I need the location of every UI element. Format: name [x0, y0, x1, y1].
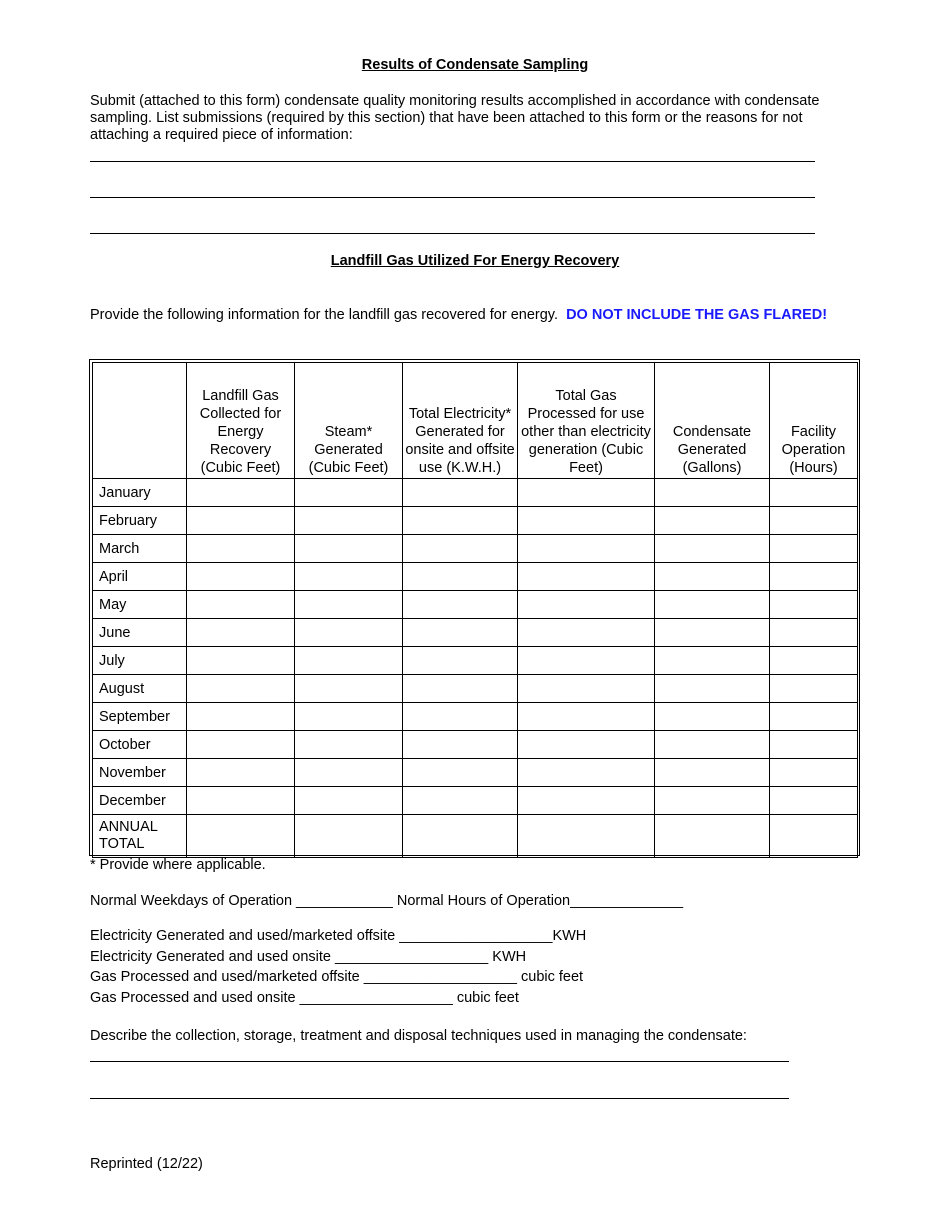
energy-section-title: Landfill Gas Utilized For Energy Recovery — [330, 253, 620, 269]
energy-instructions — [90, 307, 850, 324]
reprinted-date: Reprinted (12/22) — [90, 1156, 203, 1172]
cell-facility-operation[interactable] — [770, 647, 858, 675]
header-facility-operation: Facility Operation (Hours) — [770, 363, 858, 479]
cell-facility-operation[interactable] — [770, 591, 858, 619]
table-row — [93, 703, 858, 731]
cell-facility-operation[interactable] — [770, 731, 858, 759]
cell-gas-collected[interactable] — [187, 619, 295, 647]
cell-gas-collected[interactable] — [187, 479, 295, 507]
annual-cell-condensate-generated[interactable] — [655, 815, 770, 858]
cell-gas-processed[interactable] — [518, 675, 655, 703]
cell-condensate-generated[interactable] — [655, 675, 770, 703]
cell-condensate-generated[interactable] — [655, 563, 770, 591]
cell-electricity-generated[interactable] — [403, 479, 518, 507]
cell-condensate-generated[interactable] — [655, 703, 770, 731]
month-label: August — [93, 675, 187, 703]
cell-condensate-generated[interactable] — [655, 535, 770, 563]
cell-steam-generated[interactable] — [295, 759, 403, 787]
cell-electricity-generated[interactable] — [403, 535, 518, 563]
cell-gas-collected[interactable] — [187, 703, 295, 731]
cell-condensate-generated[interactable] — [655, 507, 770, 535]
cell-gas-processed[interactable] — [518, 507, 655, 535]
table-row — [93, 731, 858, 759]
annual-label-line1: ANNUAL — [99, 819, 158, 835]
cell-steam-generated[interactable] — [295, 647, 403, 675]
cell-electricity-generated[interactable] — [403, 675, 518, 703]
month-label: December — [93, 787, 187, 815]
cell-facility-operation[interactable] — [770, 703, 858, 731]
table-footnote: * Provide where applicable. — [90, 857, 266, 873]
cell-gas-collected[interactable] — [187, 731, 295, 759]
cell-steam-generated[interactable] — [295, 731, 403, 759]
submissions-line-2[interactable] — [90, 197, 815, 198]
cell-electricity-generated[interactable] — [403, 759, 518, 787]
do-not-include-flared-warning: DO NOT INCLUDE THE GAS FLARED! — [566, 307, 828, 323]
table-row — [93, 675, 858, 703]
cell-electricity-generated[interactable] — [403, 703, 518, 731]
cell-facility-operation[interactable] — [770, 619, 858, 647]
annual-total-label — [93, 815, 187, 858]
cell-gas-collected[interactable] — [187, 759, 295, 787]
header-condensate-generated: Condensate Generated (Gallons) — [655, 363, 770, 479]
table-row — [93, 591, 858, 619]
cell-steam-generated[interactable] — [295, 563, 403, 591]
cell-gas-processed[interactable] — [518, 535, 655, 563]
header-steam-generated: Steam* Generated (Cubic Feet) — [295, 363, 403, 479]
cell-gas-collected[interactable] — [187, 535, 295, 563]
cell-electricity-generated[interactable] — [403, 563, 518, 591]
cell-condensate-generated[interactable] — [655, 619, 770, 647]
cell-condensate-generated[interactable] — [655, 787, 770, 815]
month-label: April — [93, 563, 187, 591]
table-row — [93, 535, 858, 563]
submissions-line-3[interactable] — [90, 233, 815, 234]
condensate-management-line-1[interactable] — [90, 1061, 789, 1062]
month-label: March — [93, 535, 187, 563]
header-gas-collected: Landfill Gas Collected for Energy Recovery (Cubic Feet) — [187, 363, 295, 479]
month-label: May — [93, 591, 187, 619]
month-label: June — [93, 619, 187, 647]
cell-facility-operation[interactable] — [770, 563, 858, 591]
cell-condensate-generated[interactable] — [655, 479, 770, 507]
annual-cell-gas-collected[interactable] — [187, 815, 295, 858]
annual-cell-gas-processed[interactable] — [518, 815, 655, 858]
cell-electricity-generated[interactable] — [403, 507, 518, 535]
energy-recovery-table — [89, 359, 860, 856]
table-row — [93, 507, 858, 535]
cell-gas-processed[interactable] — [518, 731, 655, 759]
operation-schedule-line[interactable]: Normal Weekdays of Operation ____________ Normal Hours of Operation______________ — [90, 893, 684, 909]
cell-electricity-generated[interactable] — [403, 619, 518, 647]
cell-electricity-generated[interactable] — [403, 647, 518, 675]
cell-steam-generated[interactable] — [295, 675, 403, 703]
cell-steam-generated[interactable] — [295, 703, 403, 731]
submissions-line-1[interactable] — [90, 161, 815, 162]
electricity-offsite-line[interactable]: Electricity Generated and used/marketed offsite ___________________KWH — [90, 928, 587, 944]
table-row — [93, 479, 858, 507]
cell-gas-processed[interactable] — [518, 787, 655, 815]
cell-gas-collected[interactable] — [187, 591, 295, 619]
cell-gas-collected[interactable] — [187, 507, 295, 535]
energy-instructions-text: Provide the following information for the landfill gas recovered for energy. — [90, 307, 559, 323]
cell-steam-generated[interactable] — [295, 479, 403, 507]
table-header-row — [93, 363, 858, 479]
cell-electricity-generated[interactable] — [403, 731, 518, 759]
cell-steam-generated[interactable] — [295, 591, 403, 619]
month-label: October — [93, 731, 187, 759]
cell-steam-generated[interactable] — [295, 507, 403, 535]
condensate-management-prompt: Describe the collection, storage, treatment and disposal techniques used in managing the condensate: — [90, 1028, 747, 1044]
cell-condensate-generated[interactable] — [655, 647, 770, 675]
cell-condensate-generated[interactable] — [655, 759, 770, 787]
cell-steam-generated[interactable] — [295, 619, 403, 647]
annual-cell-facility-operation[interactable] — [770, 815, 858, 858]
cell-facility-operation[interactable] — [770, 479, 858, 507]
header-month — [93, 363, 187, 479]
cell-gas-collected[interactable] — [187, 647, 295, 675]
annual-cell-steam-generated[interactable] — [295, 815, 403, 858]
cell-gas-processed[interactable] — [518, 703, 655, 731]
cell-facility-operation[interactable] — [770, 759, 858, 787]
table-row — [93, 619, 858, 647]
table-row — [93, 787, 858, 815]
condensate-instructions: Submit (attached to this form) condensate quality monitoring results accomplished in accordance with condensate sampling. List submissions (required by this section) that have been attached to this form or the reasons for not attaching a required piece of information: — [90, 93, 820, 143]
cell-facility-operation[interactable] — [770, 675, 858, 703]
cell-electricity-generated[interactable] — [403, 787, 518, 815]
cell-gas-collected[interactable] — [187, 787, 295, 815]
gas-onsite-line[interactable]: Gas Processed and used onsite ___________________ cubic feet — [90, 990, 519, 1006]
cell-gas-processed[interactable] — [518, 591, 655, 619]
cell-facility-operation[interactable] — [770, 535, 858, 563]
condensate-management-line-2[interactable] — [90, 1098, 789, 1099]
month-label: July — [93, 647, 187, 675]
header-gas-processed: Total Gas Processed for use other than electricity generation (Cubic Feet) — [518, 363, 655, 479]
month-rows — [93, 479, 858, 815]
cell-gas-processed[interactable] — [518, 759, 655, 787]
annual-cell-electricity-generated[interactable] — [403, 815, 518, 858]
cell-facility-operation[interactable] — [770, 787, 858, 815]
electricity-onsite-line[interactable]: Electricity Generated and used onsite ___________________ KWH — [90, 949, 527, 965]
gas-offsite-line[interactable]: Gas Processed and used/marketed offsite ___________________ cubic feet — [90, 969, 584, 985]
cell-gas-processed[interactable] — [518, 563, 655, 591]
table-row — [93, 563, 858, 591]
cell-gas-processed[interactable] — [518, 647, 655, 675]
table-row — [93, 647, 858, 675]
cell-gas-collected[interactable] — [187, 563, 295, 591]
cell-condensate-generated[interactable] — [655, 591, 770, 619]
condensate-section-title: Results of Condensate Sampling — [361, 57, 589, 73]
annual-total-row — [93, 815, 858, 858]
cell-facility-operation[interactable] — [770, 507, 858, 535]
month-label: February — [93, 507, 187, 535]
cell-gas-collected[interactable] — [187, 675, 295, 703]
cell-steam-generated[interactable] — [295, 787, 403, 815]
cell-gas-processed[interactable] — [518, 479, 655, 507]
table-row — [93, 759, 858, 787]
cell-condensate-generated[interactable] — [655, 731, 770, 759]
month-label: January — [93, 479, 187, 507]
month-label: September — [93, 703, 187, 731]
annual-label-line2: TOTAL — [99, 836, 145, 852]
cell-steam-generated[interactable] — [295, 535, 403, 563]
cell-electricity-generated[interactable] — [403, 591, 518, 619]
cell-gas-processed[interactable] — [518, 619, 655, 647]
month-label: November — [93, 759, 187, 787]
header-electricity-generated: Total Electricity* Generated for onsite and offsite use (K.W.H.) — [403, 363, 518, 479]
